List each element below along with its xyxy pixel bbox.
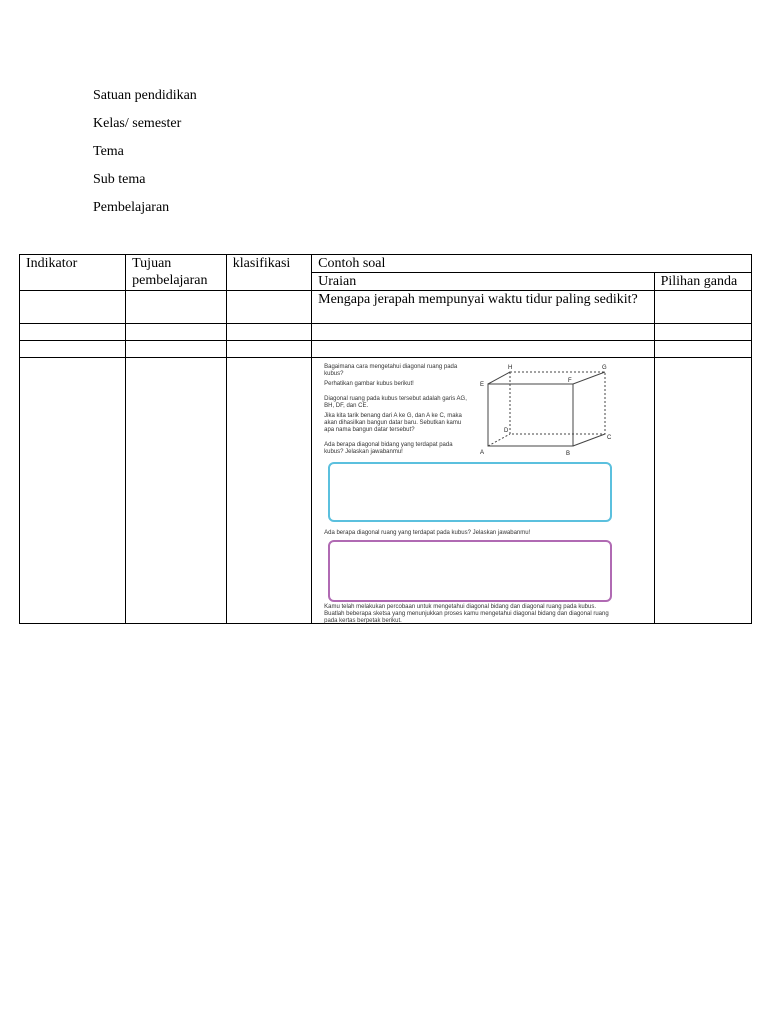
worksheet-figure (320, 358, 620, 623)
figure-text: Ada berapa diagonal ruang yang terdapat pada kubus? Jelaskan jawabanmu! (324, 530, 531, 536)
header-contoh-soal: Contoh soal (312, 255, 752, 273)
header-uraian: Uraian (312, 273, 654, 291)
answer-box-1[interactable] (328, 462, 612, 522)
figure-text: Kamu telah melakukan percobaan untuk mengetahui diagonal bidang dan diagonal ruang pada kubus. Buatlah beberapa sketsa yang menunjukkan proses kamu mengetahui diagonal bidang dan diagonal ruang pada kertas berpetak berikut. (324, 604, 609, 624)
figure-text: Jika kita tarik benang dari A ke G, dan A ke C, maka akan dihasilkan bangun datar baru. Sebutkan kamu apa nama bangun datar tersebut? (324, 413, 462, 433)
soal-table (19, 254, 752, 624)
cube-back-face (510, 372, 605, 434)
vertex-label-d: D (504, 428, 509, 434)
question-text: Mengapa jerapah mempunyai waktu tidur paling sedikit? (312, 291, 654, 324)
cube-diagram (478, 362, 618, 458)
field-tema: Tema (93, 144, 124, 159)
header-klasifikasi: klasifikasi (226, 255, 311, 291)
vertex-label-b: B (566, 451, 571, 457)
cube-edge (573, 434, 605, 446)
cube-edge (488, 372, 510, 384)
cube-edge (573, 372, 605, 384)
header-indikator: Indikator (20, 255, 126, 291)
header-fields (93, 86, 197, 226)
field-pembelajaran: Pembelajaran (93, 200, 170, 215)
field-satuan-pendidikan: Satuan pendidikan (93, 88, 197, 103)
header-pilihan-ganda: Pilihan ganda (654, 273, 751, 291)
table-row (20, 291, 752, 324)
figure-text: Diagonal ruang pada kubus tersebut adalah garis AG, BH, DF, dan CE. (324, 396, 467, 409)
answer-box-2[interactable] (328, 540, 612, 602)
vertex-label-h: H (508, 365, 513, 371)
cube-front-face (488, 384, 573, 446)
figure-text: Bagaimana cara mengetahui diagonal ruang pada kubus? (324, 364, 458, 377)
vertex-label-g: G (602, 365, 607, 371)
vertex-label-a: A (480, 450, 485, 456)
vertex-label-c: C (607, 435, 612, 441)
figure-text: Ada berapa diagonal bidang yang terdapat pada kubus? Jelaskan jawabanmu! (324, 442, 453, 455)
field-kelas-semester: Kelas/ semester (93, 116, 182, 131)
field-sub-tema: Sub tema (93, 172, 146, 187)
table-row (20, 324, 752, 341)
figure-text: Perhatikan gambar kubus berikut! (324, 381, 414, 387)
vertex-label-e: E (480, 382, 485, 388)
table-row (20, 358, 752, 624)
vertex-label-f: F (568, 378, 572, 384)
table-row (20, 341, 752, 358)
cube-edge (488, 434, 510, 446)
header-tujuan: Tujuan pembelajaran (126, 255, 227, 291)
